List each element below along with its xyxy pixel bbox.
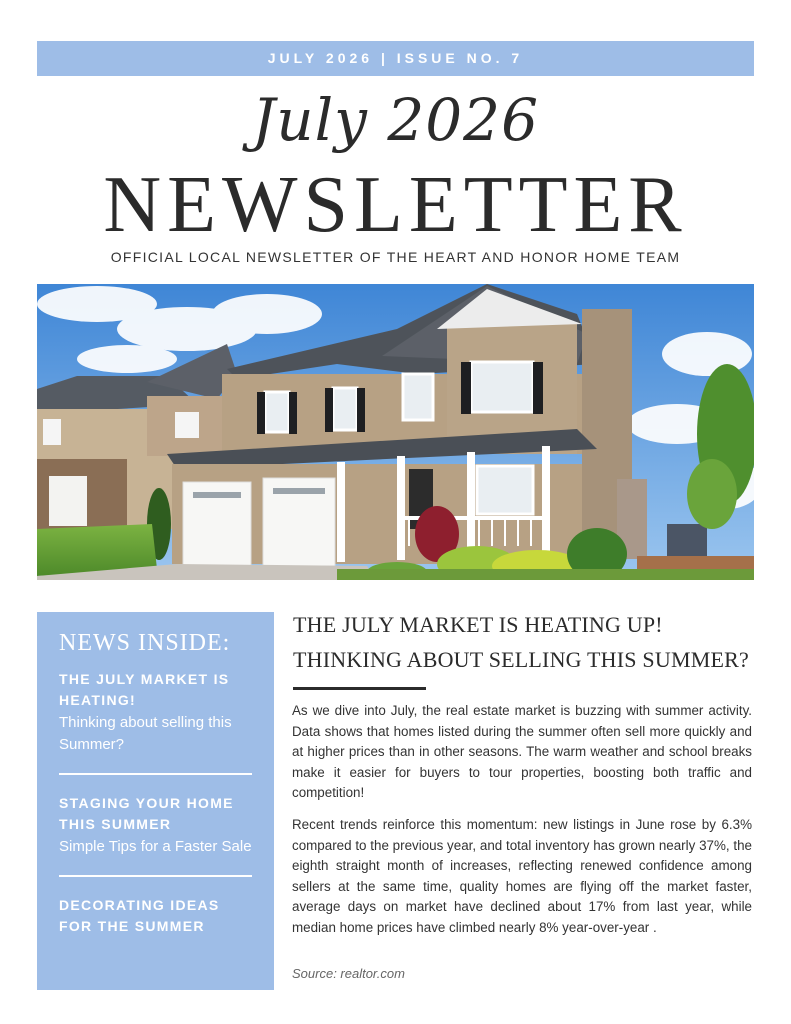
article-title-underline (293, 687, 426, 690)
sidebar-item-decorating[interactable] (59, 895, 252, 937)
issue-banner (37, 41, 754, 76)
issue-line: JULY 2026 | ISSUE NO. 7 (267, 50, 524, 66)
article-paragraph-2: Recent trends reinforce this momentum: new listings in June rose by 6.3% compared to the previous year, and total inventory has grown nearly 37%, the eighth straight month of increases, reflecting renewed confidence among sellers at the same time, quality homes are flying off the market faster, average days on market have declined about 17% from last year, while median home prices have climbed nearly 8% year-over-year . (292, 817, 752, 935)
sidebar-item-market[interactable] (59, 669, 252, 756)
sidebar-item-staging[interactable] (59, 793, 252, 858)
newsletter-subtitle: OFFICIAL LOCAL NEWSLETTER OF THE HEART AND HONOR HOME TEAM (110, 249, 681, 265)
sidebar-item-title: STAGING YOUR HOME THIS SUMMER (59, 795, 234, 832)
sidebar-item-subtitle: Thinking about selling this Summer? (59, 714, 232, 753)
article-title: THE JULY MARKET IS HEATING UP! THINKING ABOUT SELLING THIS SUMMER? (293, 612, 749, 672)
sidebar-divider (59, 773, 252, 775)
script-title: July 2026 (252, 86, 539, 154)
sidebar-item-subtitle: Simple Tips for a Faster Sale (59, 838, 252, 855)
news-inside-sidebar (37, 612, 274, 990)
hero-house-photo (37, 284, 754, 580)
article-source: Source: realtor.com (292, 966, 405, 981)
article-paragraph-1: As we dive into July, the real estate market is buzzing with summer activity. Data shows that homes listed during the summer often sell more quickly and at higher prices than in other seasons. The warm weather and school breaks make it easier for buyers to tour properties, boosting both traffic and competition! (292, 703, 752, 801)
sidebar-divider (59, 875, 252, 877)
sidebar-item-title: DECORATING IDEAS FOR THE SUMMER (59, 897, 220, 934)
sidebar-item-title: THE JULY MARKET IS HEATING! (59, 671, 230, 708)
newsletter-title: NEWSLETTER (103, 161, 688, 249)
sidebar-heading: NEWS INSIDE: (59, 630, 231, 656)
